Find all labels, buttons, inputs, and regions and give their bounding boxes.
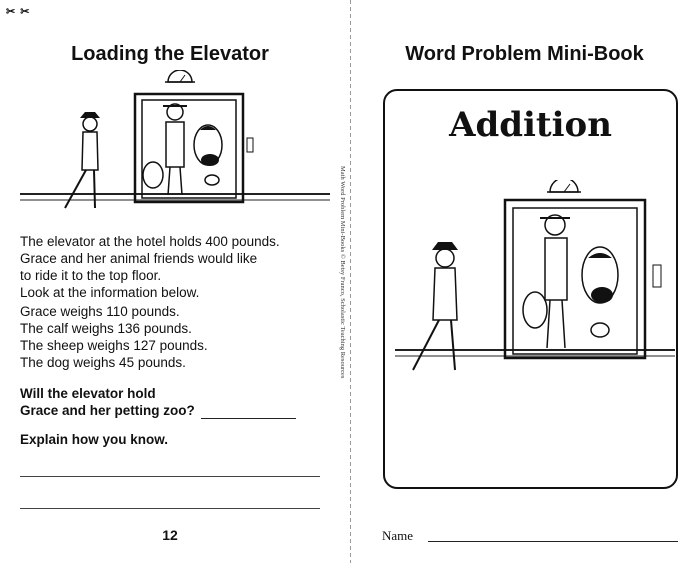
intro-line: Grace and her animal friends would like bbox=[20, 251, 258, 266]
intro-line: Look at the information below. bbox=[20, 285, 200, 300]
explain-prompt: Explain how you know. bbox=[20, 432, 169, 447]
weight-line: The calf weighs 136 pounds. bbox=[20, 321, 192, 336]
spine-credit bbox=[336, 166, 348, 416]
name-field[interactable] bbox=[428, 541, 678, 542]
book-title: Word Problem Mini-Book bbox=[405, 43, 644, 65]
weight-line: The sheep weighs 127 pounds. bbox=[20, 338, 208, 353]
intro-paragraph bbox=[20, 233, 335, 301]
page-number: 12 bbox=[162, 527, 178, 543]
fold-line bbox=[350, 0, 351, 563]
weights-list bbox=[20, 303, 335, 371]
answer-blank[interactable] bbox=[201, 406, 296, 419]
question-line: Grace and her petting zoo? bbox=[20, 403, 195, 418]
name-label: Name bbox=[382, 528, 414, 543]
cover-title: Addition bbox=[449, 105, 612, 145]
question-line: Will the elevator hold bbox=[20, 386, 156, 401]
weight-line: Grace weighs 110 pounds. bbox=[20, 304, 180, 319]
writing-line[interactable] bbox=[20, 508, 320, 509]
cut-mark: ✂ ✂ bbox=[6, 6, 31, 18]
intro-line: to ride it to the top floor. bbox=[20, 268, 162, 283]
cover-illustration bbox=[395, 180, 675, 380]
credit-text: Math Word Problem Mini-Books © Betsy Franco, Scholastic Teaching Resources bbox=[339, 166, 346, 379]
elevator-illustration bbox=[20, 70, 330, 220]
page-title: Loading the Elevator bbox=[71, 43, 269, 65]
weight-line: The dog weighs 45 pounds. bbox=[20, 355, 186, 370]
question bbox=[20, 385, 296, 419]
writing-line[interactable] bbox=[20, 476, 320, 477]
intro-line: The elevator at the hotel holds 400 pounds. bbox=[20, 234, 280, 249]
